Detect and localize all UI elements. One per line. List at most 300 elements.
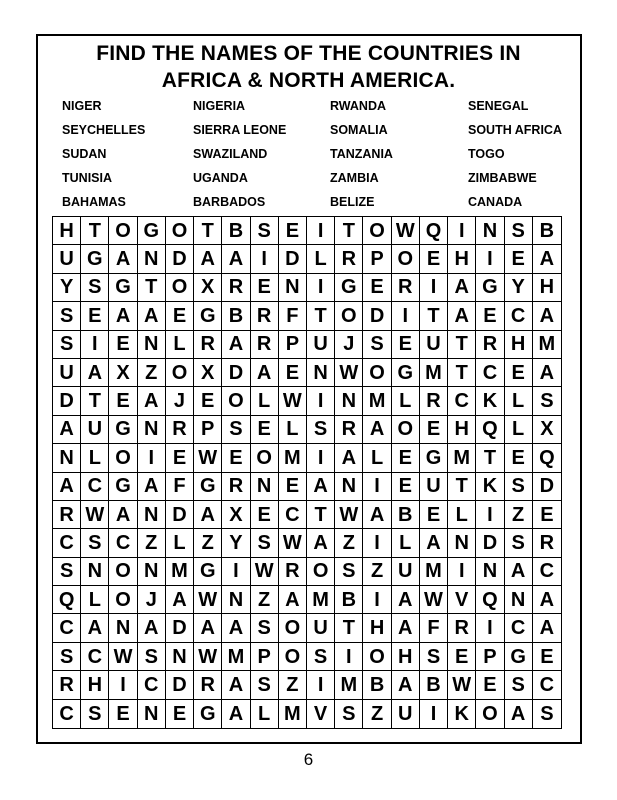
grid-cell[interactable]: H bbox=[448, 245, 476, 273]
grid-cell[interactable]: Z bbox=[363, 558, 391, 586]
grid-cell[interactable]: A bbox=[194, 614, 222, 642]
grid-cell[interactable]: M bbox=[448, 444, 476, 472]
grid-cell[interactable]: L bbox=[392, 387, 420, 415]
grid-cell[interactable]: H bbox=[505, 331, 533, 359]
grid-cell[interactable]: I bbox=[476, 501, 504, 529]
grid-cell[interactable]: E bbox=[505, 245, 533, 273]
grid-cell[interactable]: N bbox=[476, 558, 504, 586]
grid-cell[interactable]: U bbox=[392, 558, 420, 586]
grid-cell[interactable]: A bbox=[138, 473, 166, 501]
grid-cell[interactable]: B bbox=[222, 217, 250, 245]
grid-cell[interactable]: I bbox=[363, 529, 391, 557]
grid-cell[interactable]: I bbox=[363, 586, 391, 614]
grid-cell[interactable]: Z bbox=[138, 529, 166, 557]
grid-cell[interactable]: L bbox=[251, 387, 279, 415]
grid-cell[interactable]: A bbox=[222, 614, 250, 642]
grid-cell[interactable]: W bbox=[448, 671, 476, 699]
grid-cell[interactable]: A bbox=[109, 245, 137, 273]
grid-cell[interactable]: K bbox=[476, 473, 504, 501]
grid-cell[interactable]: G bbox=[109, 274, 137, 302]
grid-cell[interactable]: O bbox=[307, 558, 335, 586]
grid-cell[interactable]: F bbox=[166, 473, 194, 501]
grid-cell[interactable]: A bbox=[109, 302, 137, 330]
grid-cell[interactable]: L bbox=[363, 444, 391, 472]
grid-cell[interactable]: E bbox=[251, 274, 279, 302]
grid-cell[interactable]: A bbox=[533, 614, 561, 642]
grid-cell[interactable]: R bbox=[533, 529, 561, 557]
grid-cell[interactable]: I bbox=[392, 302, 420, 330]
grid-cell[interactable]: Z bbox=[279, 671, 307, 699]
grid-cell[interactable]: E bbox=[109, 331, 137, 359]
grid-cell[interactable]: L bbox=[448, 501, 476, 529]
grid-cell[interactable]: S bbox=[138, 643, 166, 671]
grid-cell[interactable]: T bbox=[335, 614, 363, 642]
grid-cell[interactable]: A bbox=[307, 529, 335, 557]
grid-cell[interactable]: A bbox=[533, 586, 561, 614]
grid-cell[interactable]: T bbox=[448, 359, 476, 387]
grid-cell[interactable]: T bbox=[307, 501, 335, 529]
grid-cell[interactable]: A bbox=[392, 671, 420, 699]
grid-cell[interactable]: N bbox=[335, 473, 363, 501]
grid-cell[interactable]: A bbox=[533, 302, 561, 330]
grid-cell[interactable]: Z bbox=[363, 700, 391, 728]
grid-cell[interactable]: Z bbox=[505, 501, 533, 529]
grid-cell[interactable]: S bbox=[505, 671, 533, 699]
grid-cell[interactable]: V bbox=[307, 700, 335, 728]
grid-cell[interactable]: W bbox=[335, 501, 363, 529]
grid-cell[interactable]: S bbox=[251, 529, 279, 557]
grid-cell[interactable]: S bbox=[81, 529, 109, 557]
grid-cell[interactable]: I bbox=[307, 217, 335, 245]
grid-cell[interactable]: S bbox=[540, 702, 554, 725]
grid-cell[interactable]: D bbox=[222, 359, 250, 387]
grid-cell[interactable]: Y bbox=[53, 274, 81, 302]
grid-cell[interactable]: R bbox=[392, 274, 420, 302]
grid-cell[interactable]: S bbox=[251, 614, 279, 642]
grid-cell[interactable]: A bbox=[222, 700, 250, 728]
grid-cell[interactable]: A bbox=[222, 671, 250, 699]
grid-cell[interactable]: C bbox=[505, 302, 533, 330]
grid-cell[interactable]: T bbox=[420, 302, 448, 330]
grid-cell[interactable]: Q bbox=[420, 217, 448, 245]
grid-cell[interactable]: W bbox=[81, 501, 109, 529]
grid-cell[interactable]: O bbox=[109, 444, 137, 472]
grid-cell[interactable]: E bbox=[420, 245, 448, 273]
grid-cell[interactable]: E bbox=[251, 501, 279, 529]
grid-cell[interactable]: R bbox=[222, 473, 250, 501]
grid-cell[interactable]: S bbox=[335, 558, 363, 586]
grid-cell[interactable]: E bbox=[81, 302, 109, 330]
grid-cell[interactable]: R bbox=[222, 274, 250, 302]
grid-cell[interactable]: U bbox=[307, 614, 335, 642]
grid-cell[interactable]: D bbox=[166, 614, 194, 642]
grid-cell[interactable]: G bbox=[194, 302, 222, 330]
grid-cell[interactable]: S bbox=[533, 387, 561, 415]
grid-cell[interactable]: S bbox=[251, 671, 279, 699]
grid-cell[interactable]: A bbox=[533, 359, 561, 387]
grid-cell[interactable]: J bbox=[166, 387, 194, 415]
grid-cell[interactable]: M bbox=[222, 643, 250, 671]
grid-cell[interactable]: M bbox=[279, 700, 307, 728]
grid-cell[interactable]: E bbox=[420, 416, 448, 444]
grid-cell[interactable]: D bbox=[533, 473, 561, 501]
grid-cell[interactable]: G bbox=[420, 444, 448, 472]
grid-cell[interactable]: G bbox=[81, 245, 109, 273]
grid-cell[interactable]: Y bbox=[505, 274, 533, 302]
grid-cell[interactable]: G bbox=[505, 643, 533, 671]
grid-cell[interactable]: U bbox=[420, 331, 448, 359]
grid-cell[interactable]: L bbox=[279, 416, 307, 444]
grid-cell[interactable]: O bbox=[166, 217, 194, 245]
grid-cell[interactable]: S bbox=[53, 331, 81, 359]
grid-cell[interactable]: T bbox=[448, 473, 476, 501]
grid-cell[interactable]: U bbox=[53, 245, 81, 273]
grid-cell[interactable]: U bbox=[307, 331, 335, 359]
grid-cell[interactable]: L bbox=[392, 529, 420, 557]
grid-cell[interactable]: S bbox=[81, 700, 109, 728]
grid-cell[interactable]: O bbox=[109, 217, 137, 245]
grid-cell[interactable]: A bbox=[138, 302, 166, 330]
grid-cell[interactable]: B bbox=[363, 671, 391, 699]
grid-cell[interactable]: M bbox=[335, 671, 363, 699]
grid-cell[interactable]: A bbox=[533, 245, 561, 273]
grid-cell[interactable]: T bbox=[81, 387, 109, 415]
grid-cell[interactable]: Q bbox=[53, 586, 81, 614]
grid-cell[interactable]: Q bbox=[476, 586, 504, 614]
grid-cell[interactable]: U bbox=[53, 359, 81, 387]
grid-cell[interactable]: C bbox=[448, 387, 476, 415]
grid-cell[interactable]: I bbox=[448, 558, 476, 586]
grid-cell[interactable]: O bbox=[335, 302, 363, 330]
grid-cell[interactable]: O bbox=[166, 274, 194, 302]
grid-cell[interactable]: M bbox=[420, 359, 448, 387]
grid-cell[interactable]: D bbox=[279, 245, 307, 273]
grid-cell[interactable]: T bbox=[81, 217, 109, 245]
grid-cell[interactable]: A bbox=[138, 387, 166, 415]
grid-cell[interactable]: P bbox=[363, 245, 391, 273]
grid-cell[interactable]: T bbox=[335, 217, 363, 245]
grid-cell[interactable]: X bbox=[194, 359, 222, 387]
grid-cell[interactable]: A bbox=[109, 501, 137, 529]
grid-cell[interactable]: D bbox=[53, 387, 81, 415]
grid-cell[interactable]: I bbox=[138, 444, 166, 472]
grid-cell[interactable]: T bbox=[476, 444, 504, 472]
grid-cell[interactable]: I bbox=[420, 274, 448, 302]
grid-cell[interactable]: L bbox=[81, 586, 109, 614]
grid-cell[interactable]: C bbox=[533, 671, 561, 699]
grid-cell[interactable]: A bbox=[222, 331, 250, 359]
grid-cell[interactable]: L bbox=[505, 416, 533, 444]
grid-cell[interactable]: R bbox=[335, 416, 363, 444]
grid-cell[interactable]: E bbox=[392, 444, 420, 472]
grid-cell[interactable]: Z bbox=[194, 529, 222, 557]
grid-cell[interactable]: E bbox=[194, 387, 222, 415]
grid-cell[interactable]: R bbox=[166, 416, 194, 444]
grid-cell[interactable]: E bbox=[166, 700, 194, 728]
grid-cell[interactable]: R bbox=[335, 245, 363, 273]
grid-cell[interactable]: C bbox=[138, 671, 166, 699]
grid-cell[interactable]: S bbox=[53, 558, 81, 586]
grid-cell[interactable]: M bbox=[420, 558, 448, 586]
grid-cell[interactable]: E bbox=[505, 444, 533, 472]
grid-cell[interactable]: E bbox=[476, 671, 504, 699]
grid-cell[interactable]: E bbox=[533, 643, 561, 671]
grid-cell[interactable]: O bbox=[222, 387, 250, 415]
grid-cell[interactable]: O bbox=[279, 643, 307, 671]
grid-cell[interactable]: P bbox=[251, 643, 279, 671]
grid-cell[interactable]: A bbox=[307, 473, 335, 501]
grid-cell[interactable]: S bbox=[53, 302, 81, 330]
grid-cell[interactable]: C bbox=[81, 643, 109, 671]
grid-cell[interactable]: R bbox=[194, 331, 222, 359]
grid-cell[interactable]: L bbox=[166, 331, 194, 359]
grid-cell[interactable]: M bbox=[533, 331, 561, 359]
grid-cell[interactable]: O bbox=[392, 416, 420, 444]
grid-cell[interactable]: I bbox=[81, 331, 109, 359]
grid-cell[interactable]: O bbox=[363, 359, 391, 387]
grid-cell[interactable]: L bbox=[307, 245, 335, 273]
grid-cell[interactable]: N bbox=[166, 643, 194, 671]
grid-cell[interactable]: D bbox=[476, 529, 504, 557]
grid-cell[interactable]: U bbox=[392, 700, 420, 728]
grid-cell[interactable]: L bbox=[166, 529, 194, 557]
grid-cell[interactable]: N bbox=[505, 586, 533, 614]
grid-cell[interactable]: I bbox=[307, 274, 335, 302]
grid-cell[interactable]: I bbox=[420, 700, 448, 728]
grid-cell[interactable]: E bbox=[392, 473, 420, 501]
grid-cell[interactable]: Z bbox=[138, 359, 166, 387]
grid-cell[interactable]: H bbox=[53, 217, 81, 245]
grid-cell[interactable]: W bbox=[109, 643, 137, 671]
grid-cell[interactable]: N bbox=[81, 558, 109, 586]
grid-cell[interactable]: B bbox=[533, 217, 561, 245]
grid-cell[interactable]: E bbox=[222, 444, 250, 472]
grid-cell[interactable]: S bbox=[307, 416, 335, 444]
grid-cell[interactable]: O bbox=[476, 700, 504, 728]
grid-cell[interactable]: A bbox=[392, 586, 420, 614]
grid-cell[interactable]: H bbox=[81, 671, 109, 699]
grid-cell[interactable]: B bbox=[222, 302, 250, 330]
grid-cell[interactable]: R bbox=[251, 302, 279, 330]
grid-cell[interactable]: A bbox=[138, 614, 166, 642]
grid-cell[interactable]: A bbox=[448, 302, 476, 330]
grid-cell[interactable]: C bbox=[109, 529, 137, 557]
grid-cell[interactable]: E bbox=[279, 473, 307, 501]
grid-cell[interactable]: E bbox=[476, 302, 504, 330]
grid-cell[interactable]: S bbox=[505, 529, 533, 557]
grid-cell[interactable]: I bbox=[363, 473, 391, 501]
grid-cell[interactable]: X bbox=[533, 416, 561, 444]
grid-cell[interactable]: L bbox=[251, 700, 279, 728]
grid-cell[interactable]: N bbox=[335, 387, 363, 415]
grid-cell[interactable]: E bbox=[420, 501, 448, 529]
grid-cell[interactable]: C bbox=[533, 558, 561, 586]
grid-cell[interactable]: U bbox=[420, 473, 448, 501]
grid-cell[interactable]: A bbox=[279, 586, 307, 614]
grid-cell[interactable]: G bbox=[109, 416, 137, 444]
grid-cell[interactable]: A bbox=[166, 586, 194, 614]
grid-cell[interactable]: O bbox=[392, 245, 420, 273]
grid-cell[interactable]: W bbox=[392, 217, 420, 245]
grid-cell[interactable]: G bbox=[194, 473, 222, 501]
grid-cell[interactable]: A bbox=[335, 444, 363, 472]
grid-cell[interactable]: N bbox=[138, 245, 166, 273]
grid-cell[interactable]: D bbox=[166, 501, 194, 529]
grid-cell[interactable]: M bbox=[363, 387, 391, 415]
grid-cell[interactable]: H bbox=[448, 416, 476, 444]
grid-cell[interactable]: H bbox=[363, 614, 391, 642]
grid-cell[interactable]: C bbox=[53, 529, 81, 557]
grid-cell[interactable]: N bbox=[138, 416, 166, 444]
grid-cell[interactable]: K bbox=[448, 700, 476, 728]
grid-cell[interactable]: C bbox=[53, 614, 81, 642]
grid-cell[interactable]: E bbox=[448, 643, 476, 671]
grid-cell[interactable]: W bbox=[194, 444, 222, 472]
grid-cell[interactable]: C bbox=[53, 700, 81, 728]
grid-cell[interactable]: N bbox=[307, 359, 335, 387]
grid-cell[interactable]: A bbox=[505, 700, 533, 728]
grid-cell[interactable]: I bbox=[307, 444, 335, 472]
grid-cell[interactable]: G bbox=[109, 473, 137, 501]
grid-cell[interactable]: W bbox=[279, 529, 307, 557]
grid-cell[interactable]: Q bbox=[476, 416, 504, 444]
grid-cell[interactable]: W bbox=[335, 359, 363, 387]
grid-cell[interactable]: H bbox=[533, 274, 561, 302]
grid-cell[interactable]: I bbox=[476, 245, 504, 273]
grid-cell[interactable]: G bbox=[392, 359, 420, 387]
grid-cell[interactable]: B bbox=[335, 586, 363, 614]
grid-cell[interactable]: O bbox=[279, 614, 307, 642]
grid-cell[interactable]: N bbox=[138, 700, 166, 728]
grid-cell[interactable]: C bbox=[81, 473, 109, 501]
grid-cell[interactable]: D bbox=[166, 671, 194, 699]
grid-cell[interactable]: N bbox=[138, 501, 166, 529]
grid-cell[interactable]: T bbox=[138, 274, 166, 302]
grid-cell[interactable]: B bbox=[420, 671, 448, 699]
grid-cell[interactable]: Y bbox=[222, 529, 250, 557]
grid-cell[interactable]: G bbox=[194, 700, 222, 728]
grid-cell[interactable]: D bbox=[363, 302, 391, 330]
grid-cell[interactable]: Z bbox=[335, 529, 363, 557]
grid-cell[interactable]: R bbox=[448, 614, 476, 642]
grid-cell[interactable]: E bbox=[109, 387, 137, 415]
grid-cell[interactable]: A bbox=[194, 501, 222, 529]
grid-cell[interactable]: S bbox=[53, 643, 81, 671]
grid-cell[interactable]: A bbox=[81, 614, 109, 642]
grid-cell[interactable]: X bbox=[222, 501, 250, 529]
grid-cell[interactable]: M bbox=[166, 558, 194, 586]
grid-cell[interactable]: R bbox=[279, 558, 307, 586]
grid-cell[interactable]: C bbox=[476, 359, 504, 387]
grid-cell[interactable]: A bbox=[53, 473, 81, 501]
grid-cell[interactable]: M bbox=[279, 444, 307, 472]
grid-cell[interactable]: N bbox=[476, 217, 504, 245]
grid-cell[interactable]: O bbox=[363, 217, 391, 245]
grid-cell[interactable]: N bbox=[109, 614, 137, 642]
grid-cell[interactable]: S bbox=[505, 217, 533, 245]
grid-cell[interactable]: R bbox=[251, 331, 279, 359]
grid-cell[interactable]: G bbox=[138, 217, 166, 245]
grid-cell[interactable]: O bbox=[109, 586, 137, 614]
grid-cell[interactable]: A bbox=[222, 245, 250, 273]
grid-cell[interactable]: W bbox=[279, 387, 307, 415]
grid-cell[interactable]: L bbox=[81, 444, 109, 472]
grid-cell[interactable]: N bbox=[251, 473, 279, 501]
grid-cell[interactable]: E bbox=[392, 331, 420, 359]
grid-cell[interactable]: G bbox=[476, 274, 504, 302]
grid-cell[interactable]: E bbox=[166, 302, 194, 330]
grid-cell[interactable]: S bbox=[81, 274, 109, 302]
grid-cell[interactable]: N bbox=[279, 274, 307, 302]
grid-cell[interactable]: A bbox=[363, 416, 391, 444]
grid-cell[interactable]: S bbox=[335, 700, 363, 728]
grid-cell[interactable]: P bbox=[279, 331, 307, 359]
grid-cell[interactable]: T bbox=[448, 331, 476, 359]
grid-cell[interactable]: N bbox=[138, 331, 166, 359]
grid-cell[interactable]: S bbox=[363, 331, 391, 359]
grid-cell[interactable]: C bbox=[505, 614, 533, 642]
grid-cell[interactable]: A bbox=[392, 614, 420, 642]
grid-cell[interactable]: S bbox=[222, 416, 250, 444]
grid-cell[interactable]: I bbox=[307, 387, 335, 415]
grid-cell[interactable]: M bbox=[307, 586, 335, 614]
grid-cell[interactable]: I bbox=[448, 217, 476, 245]
grid-cell[interactable]: X bbox=[194, 274, 222, 302]
grid-cell[interactable]: F bbox=[279, 302, 307, 330]
grid-cell[interactable]: I bbox=[251, 245, 279, 273]
grid-cell[interactable]: G bbox=[335, 274, 363, 302]
grid-cell[interactable]: V bbox=[448, 586, 476, 614]
grid-cell[interactable]: J bbox=[138, 586, 166, 614]
grid-cell[interactable]: E bbox=[251, 416, 279, 444]
grid-cell[interactable]: E bbox=[279, 359, 307, 387]
grid-cell[interactable]: E bbox=[533, 501, 561, 529]
grid-cell[interactable]: B bbox=[392, 501, 420, 529]
grid-cell[interactable]: A bbox=[448, 274, 476, 302]
grid-cell[interactable]: S bbox=[505, 473, 533, 501]
grid-cell[interactable]: H bbox=[392, 643, 420, 671]
grid-cell[interactable]: A bbox=[505, 558, 533, 586]
grid-cell[interactable]: A bbox=[194, 245, 222, 273]
grid-cell[interactable]: Z bbox=[251, 586, 279, 614]
grid-cell[interactable]: I bbox=[476, 614, 504, 642]
grid-cell[interactable]: A bbox=[53, 416, 81, 444]
grid-cell[interactable]: W bbox=[194, 643, 222, 671]
grid-cell[interactable]: N bbox=[138, 558, 166, 586]
grid-cell[interactable]: R bbox=[420, 387, 448, 415]
grid-cell[interactable]: E bbox=[109, 700, 137, 728]
grid-cell[interactable]: I bbox=[307, 671, 335, 699]
grid-cell[interactable]: E bbox=[363, 274, 391, 302]
grid-cell[interactable]: E bbox=[505, 359, 533, 387]
grid-cell[interactable]: T bbox=[194, 217, 222, 245]
grid-cell[interactable]: A bbox=[420, 529, 448, 557]
grid-cell[interactable]: R bbox=[194, 671, 222, 699]
grid-cell[interactable]: S bbox=[420, 643, 448, 671]
grid-cell[interactable]: F bbox=[420, 614, 448, 642]
grid-cell[interactable]: A bbox=[363, 501, 391, 529]
grid-cell[interactable]: N bbox=[222, 586, 250, 614]
grid-cell[interactable]: W bbox=[420, 586, 448, 614]
grid-cell[interactable]: K bbox=[476, 387, 504, 415]
grid-cell[interactable]: S bbox=[307, 643, 335, 671]
grid-cell[interactable]: L bbox=[505, 387, 533, 415]
grid-cell[interactable]: W bbox=[251, 558, 279, 586]
grid-cell[interactable]: O bbox=[251, 444, 279, 472]
grid-cell[interactable]: G bbox=[194, 558, 222, 586]
grid-cell[interactable]: N bbox=[53, 444, 81, 472]
grid-cell[interactable]: S bbox=[251, 217, 279, 245]
